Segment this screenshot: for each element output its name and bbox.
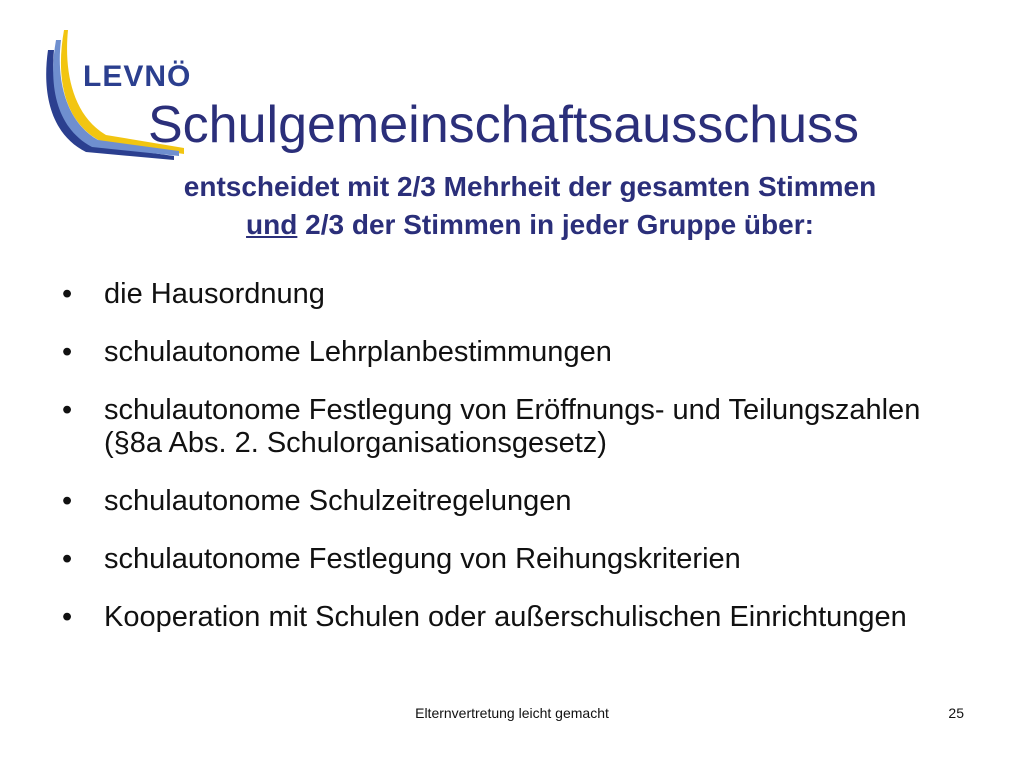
bullet-item <box>62 278 982 311</box>
bullet-text: schulautonome Festlegung von Reihungskriterien <box>104 543 741 575</box>
subtitle-line-2-rest: 2/3 der Stimmen in jeder Gruppe über: <box>297 209 814 240</box>
subtitle-line-2 <box>60 206 1000 244</box>
bullet-marker: • <box>62 543 73 575</box>
bullet-item <box>62 543 982 576</box>
bullet-item <box>62 336 982 369</box>
bullet-marker: • <box>62 278 73 310</box>
footer-text: Elternvertretung leicht gemacht <box>415 705 609 721</box>
bullet-text: die Hausordnung <box>104 278 325 310</box>
bullet-text: Kooperation mit Schulen oder außerschulischen Einrichtungen <box>104 601 907 633</box>
bullet-text: schulautonome Festlegung von Eröffnungs- und Teilungszahlen (§8a Abs. 2. Schulorganisationsgesetz) <box>104 394 921 459</box>
subtitle-line-1: entscheidet mit 2/3 Mehrheit der gesamten Stimmen <box>183 171 877 202</box>
slide-subtitle <box>60 168 1000 244</box>
bullet-item <box>62 485 982 518</box>
bullet-marker: • <box>62 394 73 426</box>
page-number: 25 <box>948 705 964 721</box>
bullet-item <box>62 394 982 460</box>
bullet-marker: • <box>62 336 73 368</box>
bullet-marker: • <box>62 485 73 517</box>
bullet-item <box>62 601 982 634</box>
bullet-marker: • <box>62 601 73 633</box>
bullet-text: schulautonome Schulzeitregelungen <box>104 485 572 517</box>
subtitle-underlined-word: und <box>246 209 298 240</box>
logo-text: LEVNÖ <box>83 60 192 93</box>
bullet-text: schulautonome Lehrplanbestimmungen <box>104 336 612 368</box>
slide-title: Schulgemeinschaftsausschuss <box>148 96 860 154</box>
bullet-list <box>62 278 982 659</box>
